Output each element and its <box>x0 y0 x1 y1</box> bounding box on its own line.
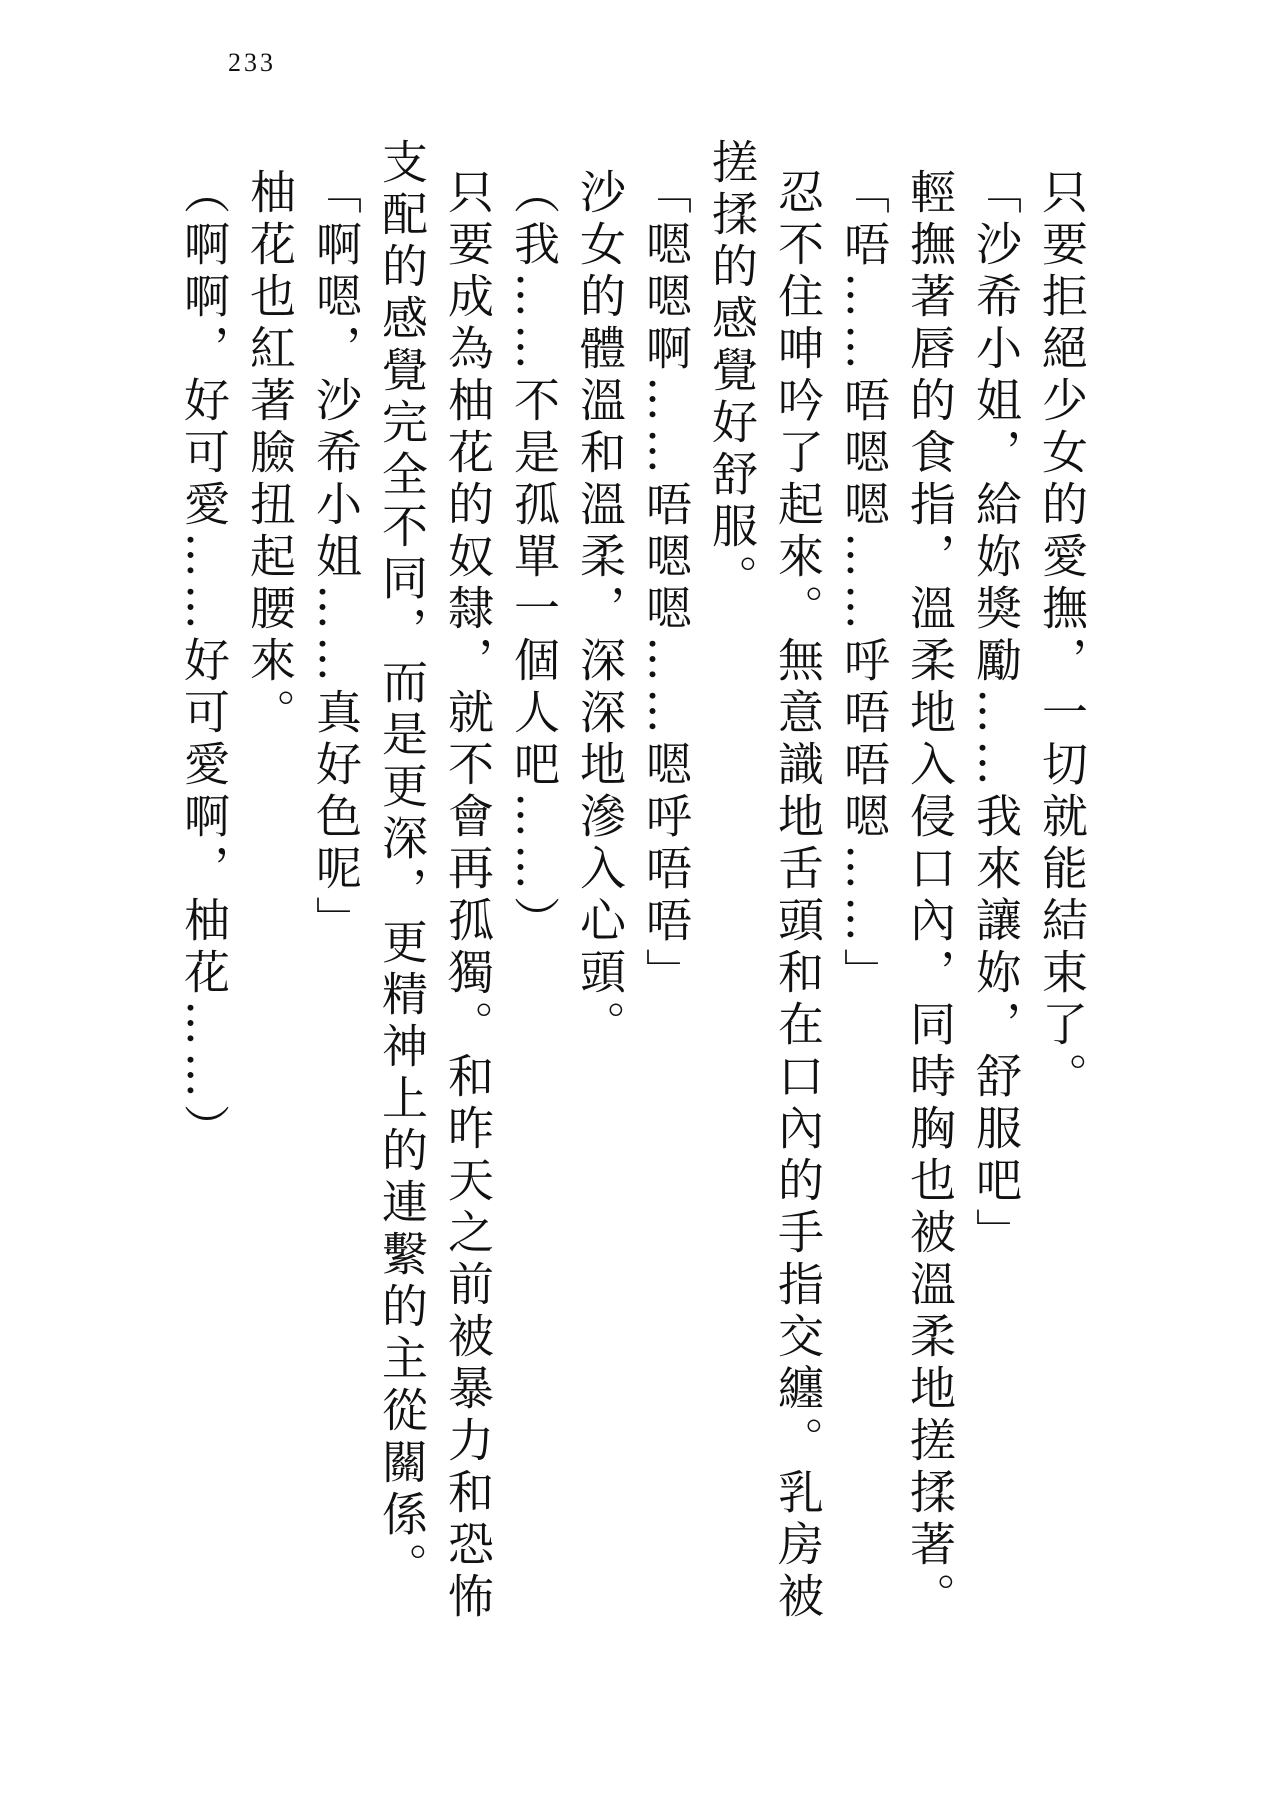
text-line: 只要拒絕少女的愛撫，一切就能結束了。 <box>1035 168 1089 1104</box>
text-line: 「啊嗯，沙希小姐……真好色呢」 <box>309 168 363 948</box>
text-line: （我……不是孤單一個人吧……） <box>507 168 561 948</box>
page-number: 233 <box>228 48 276 77</box>
text-line: 忍不住呻吟了起來。無意識地舌頭和在口內的手指交纏。乳房被 <box>771 168 825 1624</box>
text-line: 「沙希小姐，給妳獎勵……我來讓妳，舒服吧」 <box>969 168 1023 1260</box>
body-text <box>171 138 1095 1768</box>
text-line: 只要成為柚花的奴隸，就不會再孤獨。和昨天之前被暴力和恐怖 <box>441 168 495 1624</box>
text-line: 「唔……唔嗯嗯……呼唔唔嗯……」 <box>837 168 891 1000</box>
text-line: 輕撫著唇的食指，溫柔地入侵口內，同時胸也被溫柔地搓揉著。 <box>903 168 957 1624</box>
text-line: 沙女的體溫和溫柔，深深地滲入心頭。 <box>573 168 627 1052</box>
text-line: 支配的感覺完全不同，而是更深，更精神上的連繫的主從關係。 <box>375 138 429 1594</box>
text-line: 搓揉的感覺好舒服。 <box>705 138 759 606</box>
text-line: （啊啊，好可愛……好可愛啊，柚花……） <box>177 168 231 1156</box>
text-line: 「嗯嗯啊……唔嗯嗯……嗯呼唔唔」 <box>639 168 693 1000</box>
text-line: 柚花也紅著臉扭起腰來。 <box>243 168 297 740</box>
